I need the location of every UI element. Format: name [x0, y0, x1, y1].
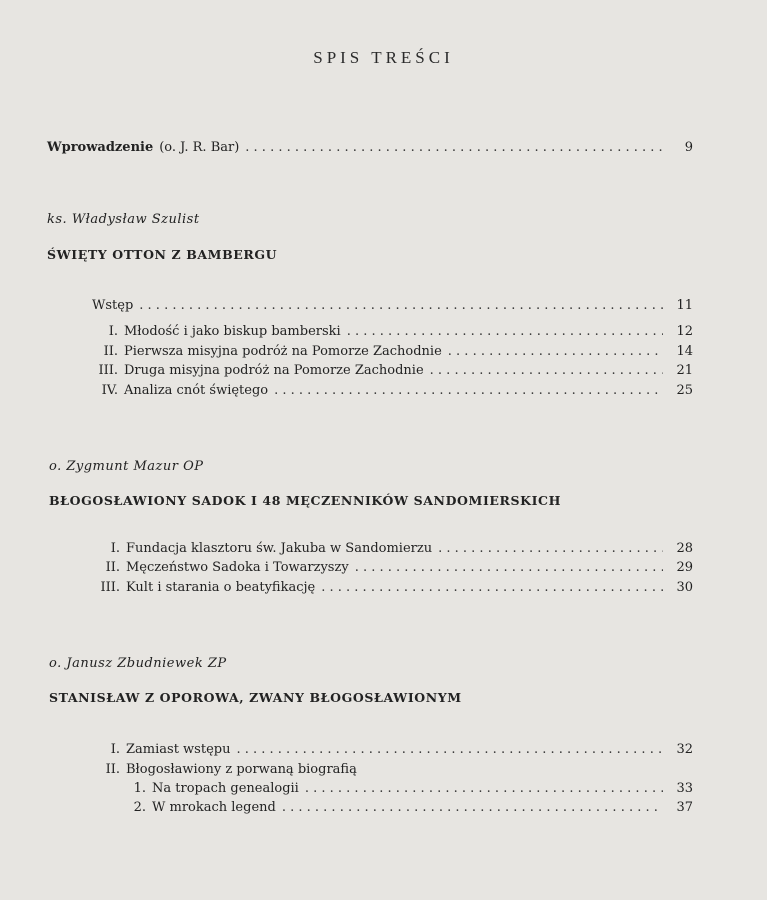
toc-entry: [92, 383, 693, 398]
toc-entry-number: II.: [105, 560, 120, 575]
toc-entry: [92, 344, 693, 359]
toc-entry-number: IV.: [101, 383, 118, 398]
leader-dots: [347, 324, 663, 339]
toc-page-number: 32: [676, 742, 693, 757]
toc-entry: [94, 762, 693, 777]
toc-entry-text: Pierwsza misyjna podróż na Pomorze Zachodnie: [124, 344, 442, 359]
toc-entry: [94, 560, 693, 575]
toc-page-number: 30: [676, 580, 693, 595]
section-author: o. Janusz Zbudniewek ZP: [49, 656, 227, 671]
toc-entry-text: Kult i starania o beatyfikację: [126, 580, 316, 595]
toc-page-number: 29: [676, 560, 693, 575]
page-title: SPIS TREŚCI: [313, 48, 454, 67]
section-heading: STANISŁAW Z OPOROWA, ZWANY BŁOGOSŁAWIONYM: [49, 690, 462, 705]
toc-entry: [94, 742, 693, 757]
leader-dots: [282, 800, 663, 815]
toc-entry-text: Fundacja klasztoru św. Jakuba w Sandomierzu: [126, 541, 433, 556]
toc-entry: [94, 541, 693, 556]
toc-entry-number: III.: [98, 363, 118, 378]
toc-entry-text: Na tropach genealogii: [152, 781, 299, 796]
toc-entry-number: I.: [108, 324, 118, 339]
toc-entry-text: Analiza cnót świętego: [124, 383, 269, 398]
section-heading: BŁOGOSŁAWIONY SADOK I 48 MĘCZENNIKÓW SANDOMIERSKICH: [49, 493, 562, 508]
toc-intro-label: Wprowadzenie: [47, 140, 154, 155]
toc-entry-text: Młodość i jako biskup bamberski: [124, 324, 341, 339]
toc-page-number: 14: [676, 344, 693, 359]
toc-entry-text: Wstęp: [92, 298, 134, 313]
section-author: ks. Władysław Szulist: [47, 212, 200, 227]
leader-dots: [438, 541, 663, 556]
toc-entry-number: II.: [103, 344, 118, 359]
leader-dots: [448, 344, 663, 359]
toc-entry: [92, 363, 693, 378]
toc-entry-text: W mrokach legend: [152, 800, 276, 815]
toc-page-number: 12: [676, 324, 693, 339]
toc-entry-number: 1.: [133, 781, 146, 796]
toc-page-number: 37: [676, 800, 693, 815]
leader-dots: [355, 560, 663, 575]
toc-entry-number: III.: [100, 580, 120, 595]
toc-entry-text: Druga misyjna podróż na Pomorze Zachodnie: [124, 363, 424, 378]
toc-entry: [94, 580, 693, 595]
leader-dots: [236, 742, 663, 757]
toc-entry: [92, 298, 693, 313]
section-author: o. Zygmunt Mazur OP: [49, 459, 204, 474]
leader-dots: [305, 781, 663, 796]
toc-entry-text: Błogosławiony z porwaną biografią: [126, 762, 357, 777]
toc-entry: [92, 324, 693, 339]
toc-entry: [128, 781, 693, 796]
section-heading: ŚWIĘTY OTTON Z BAMBERGU: [47, 247, 278, 262]
toc-page-number: 25: [676, 383, 693, 398]
toc-entry-number: II.: [105, 762, 120, 777]
leader-dots: [274, 383, 663, 398]
toc-entry-text: Zamiast wstępu: [126, 742, 231, 757]
leader-dots: [139, 298, 663, 313]
toc-entry-number: I.: [110, 541, 120, 556]
leader-dots: [430, 363, 663, 378]
toc-page-number: 21: [676, 363, 693, 378]
toc-intro-author: (o. J. R. Bar): [159, 140, 240, 155]
toc-page-number: 33: [676, 781, 693, 796]
leader-dots: [321, 580, 663, 595]
toc-entry-text: Męczeństwo Sadoka i Towarzyszy: [126, 560, 349, 575]
leader-dots: [245, 140, 663, 155]
toc-intro: [47, 140, 693, 155]
toc-entry-number: I.: [110, 742, 120, 757]
toc-entry-number: 2.: [133, 800, 146, 815]
toc-entry: [128, 800, 693, 815]
toc-page-number: 9: [684, 140, 693, 155]
toc-page-number: 28: [676, 541, 693, 556]
toc-page-number: 11: [676, 298, 693, 313]
